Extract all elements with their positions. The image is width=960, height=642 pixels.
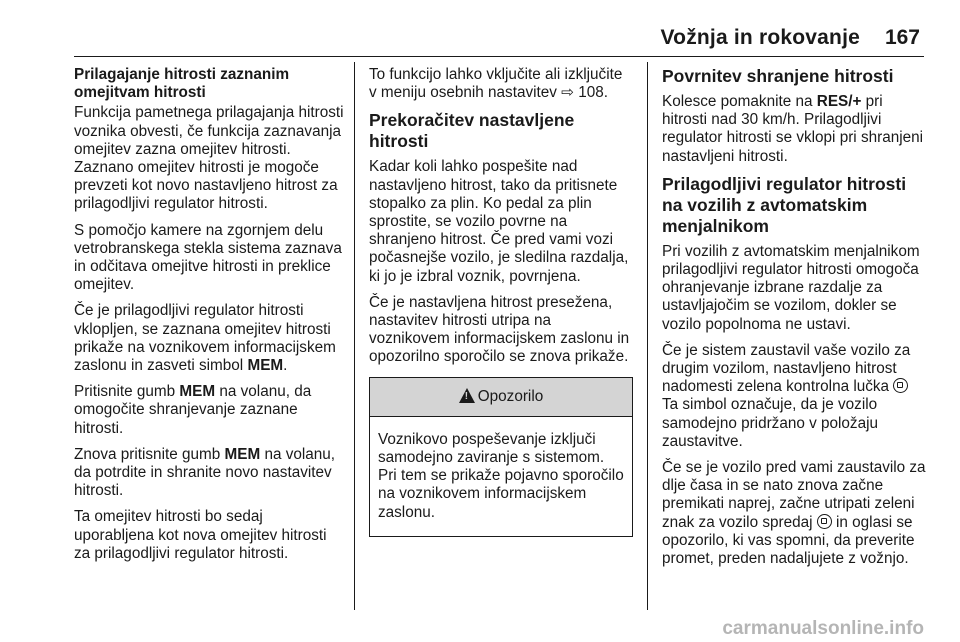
- page-number: 167: [884, 26, 920, 49]
- page-reference-link[interactable]: ⇨ 108.: [561, 84, 609, 102]
- column-divider-1: [354, 62, 355, 610]
- paragraph: Ta omejitev hitrosti bo sedaj uporabljena kot nova omejitev hitrosti za prilagodljivi regulator hitrosti.: [74, 508, 327, 562]
- mem-label: MEM: [224, 445, 261, 463]
- warning-body: Voznikovo pospeševanje izključi samodejno zaviranje s sistemom. Pri tem se prikaže pojavno sporočilo na voznikovem informacijskem zaslonu.: [378, 430, 624, 521]
- section-heading-automatic-transmission: Prilagodljivi regulator hitrosti na vozilih z avtomatskim menjalnikom: [662, 173, 907, 236]
- warning-box: [369, 377, 633, 537]
- paragraph: Če je prilagodljivi regulator hitrosti vklopljen, se zaznana omejitev hitrosti prikaže na voznikovem informacijskem zaslonu in zasveti simbol MEM.: [74, 302, 336, 375]
- section-heading-exceeding-speed: Prekoračitev nastavljene hitrosti: [369, 110, 575, 152]
- page-header: [0, 26, 960, 56]
- paragraph: Pritisnite gumb MEM na volanu, da omogočite shranjevanje zaznane hitrosti.: [74, 383, 312, 437]
- column-3: [662, 66, 926, 576]
- paragraph: Znova pritisnite gumb MEM na volanu, da potrdite in shranite novo nastavitev hitrosti.: [74, 445, 336, 500]
- warning-triangle-icon: [459, 388, 475, 403]
- paragraph: S pomočjo kamere na zgornjem delu vetrobranskega stekla sistema zaznava in odčitava omejitve hitrosti in preklice omejitev.: [74, 221, 342, 294]
- header-divider: [74, 56, 924, 57]
- paragraph: Če je nastavljena hitrost presežena, nastavitev hitrosti utripa na voznikovem informacijskem zaslonu in opozorilno sporočilo se znova prikaže.: [369, 293, 630, 366]
- paragraph: Če se je vozilo pred vami zaustavilo za dlje časa in se nato znova začne premikati naprej, začne utripati zeleni znak za vozilo spredaj in oglasi se opozorilo, ki vas spomni, da preverite promet, preden nadaljujete z vožnjo.: [662, 459, 926, 568]
- paragraph: To funkcijo lahko vključite ali izključite v meniju osebnih nastavitev ⇨ 108.: [369, 66, 623, 102]
- column-1: [74, 66, 346, 571]
- vehicle-ahead-icon: [817, 514, 832, 529]
- vehicle-ahead-icon: [893, 378, 908, 393]
- paragraph: Pri vozilih z avtomatskim menjalnikom prilagodljivi regulator hitrosti omogoča ohranjevanje izbrane razdalje za ustavljajočim se vozilom, dokler se vozilo popolnoma ne ustavi.: [662, 242, 920, 333]
- paragraph: Funkcija pametnega prilagajanja hitrosti voznika obvesti, če funkcija zaznavanja omejitev zazna omejitev hitrosti. Zaznano omejitev hitrosti je mogoče prevzeti kot novo nastavljeno hitrost za prilagodljivi regulator hitrosti.: [74, 104, 344, 213]
- warning-title: Opozorilo: [477, 387, 544, 405]
- column-divider-2: [647, 62, 648, 610]
- mem-label: MEM: [247, 357, 284, 375]
- section-heading-resume-speed: Povrnitev shranjene hitrosti: [662, 66, 894, 86]
- paragraph: Če je sistem zaustavil vaše vozilo za drugim vozilom, nastavljeno hitrost nadomesti zelena kontrolna lučka Ta simbol označuje, da je vozilo samodejno pridržano v položaju zaustavitve.: [662, 341, 911, 450]
- paragraph: Kadar koli lahko pospešite nad nastavljeno hitrost, tako da pritisnete stopalko za plin. Ko pedal za plin sprostite, se vozilo povrne na shranjeno hitrost. Če pred vami vozi počasnejše vozilo, je sledilna razdalja, ki jo je izbral voznik, povrnjena.: [369, 158, 629, 285]
- paragraph: Kolesce pomaknite na RES/+ pri hitrosti nad 30 km/h. Prilagodljivi regulator hitrosti se vklopi pri shranjeni nastavljeni hitrosti.: [662, 93, 924, 165]
- page-title: Vožnja in rokovanje: [660, 26, 860, 49]
- warning-header: [370, 378, 632, 417]
- column-2: [369, 66, 633, 537]
- res-label: RES/+: [816, 93, 862, 110]
- section-heading-speed-adaptation: Prilagajanje hitrosti zaznanim omejitvam hitrosti: [74, 66, 290, 102]
- mem-label: MEM: [179, 383, 216, 401]
